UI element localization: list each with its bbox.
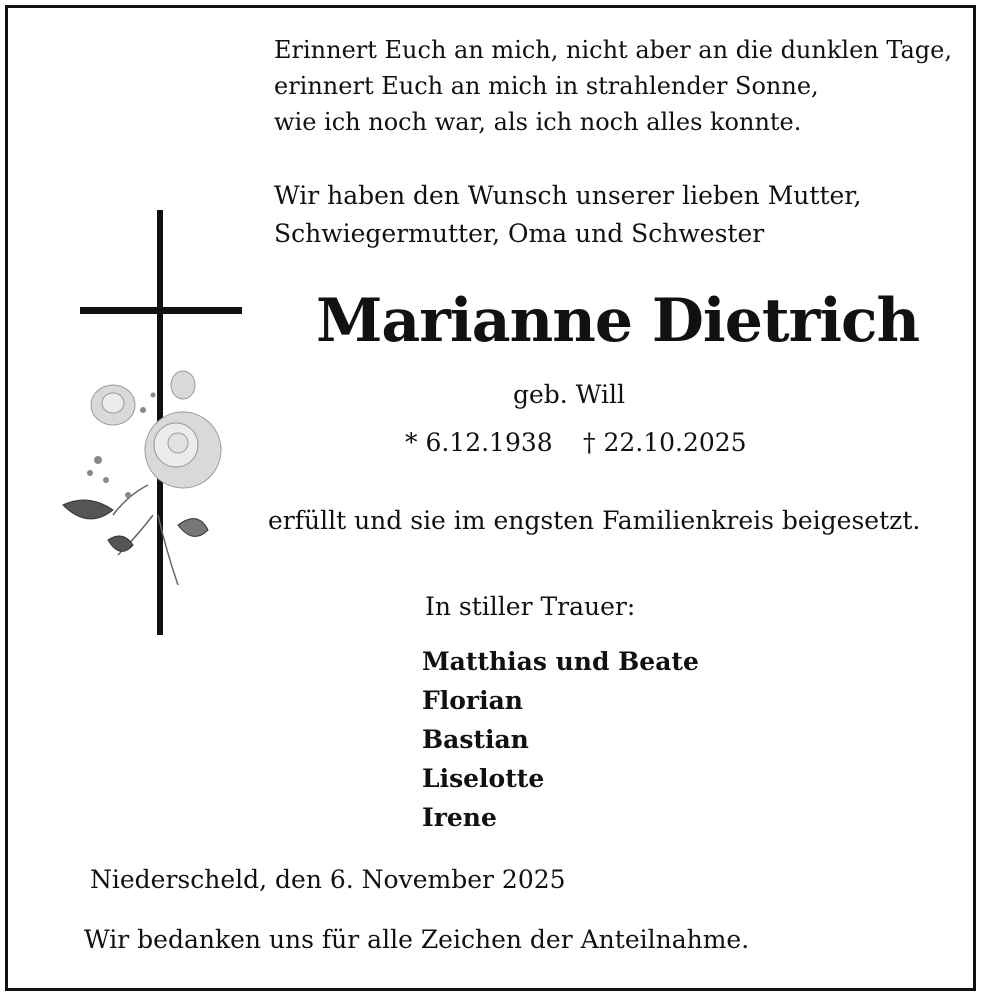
poem-line-1: Erinnert Euch an mich, nicht aber an die dunklen Tage, (274, 36, 952, 64)
wish-line-2: Schwiegermutter, Oma und Schwester (274, 219, 765, 248)
mourner-name: Irene (422, 803, 497, 832)
poem-line-3: wie ich noch war, als ich noch alles konnte. (274, 108, 802, 136)
mourner-name: Liselotte (422, 764, 545, 793)
maiden-name: geb. Will (513, 380, 625, 409)
mourners-heading: In stiller Trauer: (425, 592, 636, 621)
mourner-name: Florian (422, 686, 523, 715)
deceased-name: Marianne Dietrich (316, 286, 920, 356)
thanks-text: Wir bedanken uns für alle Zeichen der Anteilnahme. (84, 925, 750, 954)
rose-bouquet-icon (58, 365, 248, 595)
birth-date: * 6.12.1938 (405, 428, 553, 457)
burial-text: erfüllt und sie im engsten Familienkreis beigesetzt. (268, 506, 921, 535)
mourner-name: Matthias und Beate (422, 647, 699, 676)
poem-line-2: erinnert Euch an mich in strahlender Sonne, (274, 72, 819, 100)
death-date: † 22.10.2025 (583, 428, 747, 457)
cross-bar (80, 307, 242, 314)
mourners-list (422, 642, 699, 837)
wish-text (274, 177, 861, 253)
mourner-name: Bastian (422, 725, 529, 754)
poem (274, 32, 952, 140)
wish-line-1: Wir haben den Wunsch unserer lieben Mutter, (274, 181, 862, 210)
place-date: Niederscheld, den 6. November 2025 (90, 865, 566, 894)
